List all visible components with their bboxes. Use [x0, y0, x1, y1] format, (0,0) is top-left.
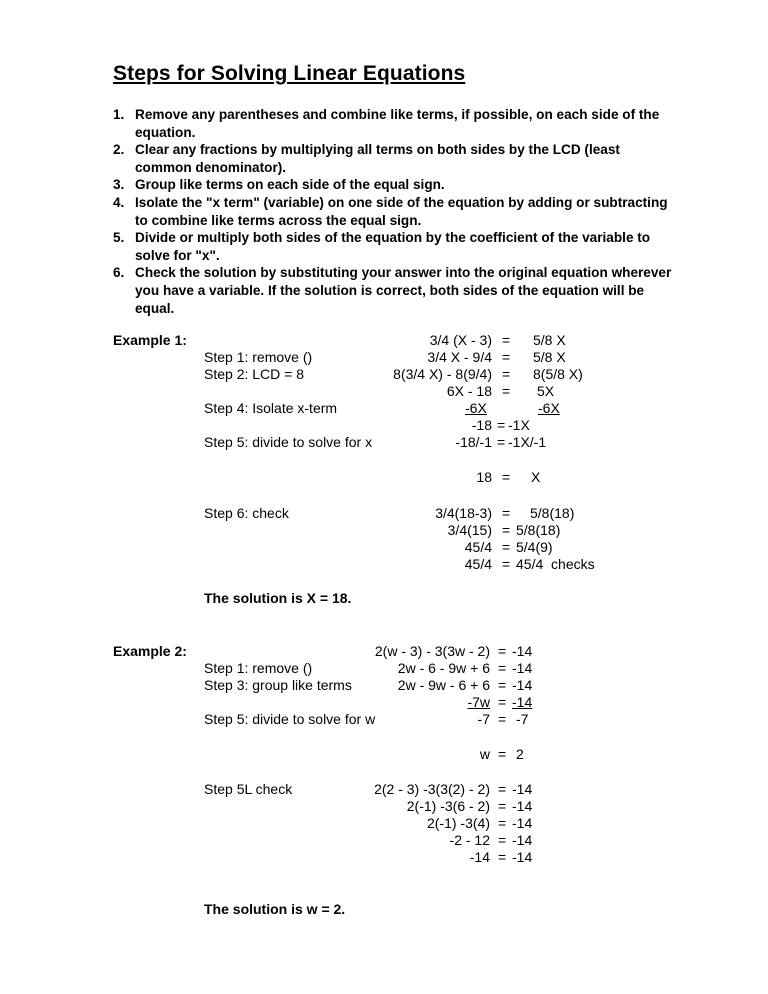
example-1-note: Step 1: remove (): [204, 349, 313, 365]
equals-sign: =: [498, 677, 507, 693]
step-item: [113, 194, 673, 229]
example-2-solution: The solution is w = 2.: [204, 901, 346, 917]
check-left: 3/4(18-3): [435, 505, 492, 521]
equation-right: -1X: [508, 417, 530, 433]
equation-right: -14: [512, 660, 533, 676]
equals-sign: =: [498, 832, 507, 848]
equation-left: -18: [471, 417, 492, 433]
equals-sign: =: [502, 539, 511, 555]
equals-sign: =: [498, 781, 507, 797]
check-right: -14: [512, 832, 533, 848]
step-text: Check the solution by substituting your answer into the original equation wherever you have a variable. If the solution is correct, both sides of the equation will be equal.: [135, 265, 672, 316]
equals-sign: =: [502, 366, 511, 382]
equation-right: 5/8 X: [533, 332, 566, 348]
example-2-note: Step 1: remove (): [204, 660, 313, 676]
steps-list: [113, 106, 673, 317]
step-item: [113, 229, 673, 264]
check-left: -14: [469, 849, 490, 865]
check-right: 45/4 checks: [516, 556, 595, 572]
equation-right: X: [531, 469, 541, 485]
check-right: 5/4(9): [516, 539, 553, 555]
step-item: [113, 106, 673, 141]
example-1-solution: The solution is X = 18.: [204, 590, 352, 606]
equation-left: 2(w - 3) - 3(3w - 2): [374, 643, 490, 659]
step-item: [113, 141, 673, 176]
step-number: 1.: [113, 107, 125, 122]
check-left: 45/4: [464, 556, 492, 572]
equation-left: 2w - 9w - 6 + 6: [397, 677, 490, 693]
check-right: 5/8(18): [516, 522, 561, 538]
equation-left: -18/-1: [455, 434, 492, 450]
example-1-note: Step 4: Isolate x-term: [204, 400, 338, 416]
equation-left: -7: [477, 711, 490, 727]
equals-sign: =: [498, 711, 507, 727]
check-left: 2(-1) -3(6 - 2): [406, 798, 490, 814]
example-1-note: Step 2: LCD = 8: [204, 366, 305, 382]
page-title: Steps for Solving Linear Equations: [113, 62, 466, 85]
equals-sign: =: [502, 522, 511, 538]
step-number: 6.: [113, 265, 125, 281]
equals-sign: =: [498, 660, 507, 676]
equals-sign: =: [502, 556, 511, 572]
step-text: Group like terms on each side of the equal sign.: [135, 177, 445, 193]
check-right: -14: [512, 849, 533, 865]
step-text: Divide or multiply both sides of the equation by the coefficient of the variable to solve for "x".: [135, 230, 651, 263]
check-left: 3/4(15): [447, 522, 492, 538]
equation-left: -7w: [467, 694, 490, 710]
step-number: 3.: [113, 177, 125, 193]
equation-right: -14: [512, 677, 533, 693]
equation-left: w: [479, 746, 490, 762]
equation-left: -6X: [465, 400, 487, 416]
step-item: [113, 264, 673, 317]
equals-sign: =: [498, 746, 507, 762]
equation-left: 3/4 (X - 3): [429, 332, 492, 348]
check-left: 2(-1) -3(4): [426, 815, 490, 831]
equation-right: -6X: [538, 400, 560, 416]
equation-right: -1X/-1: [508, 434, 547, 450]
equals-sign: =: [502, 383, 511, 399]
step-text: Isolate the "x term" (variable) on one side of the equation by adding or subtracting to combine like terms across the equal sign.: [135, 194, 668, 228]
equation-right: -7: [516, 711, 529, 727]
equals-sign: =: [497, 417, 506, 433]
equals-sign: =: [498, 849, 507, 865]
check-left: 45/4: [464, 539, 492, 555]
equation-right: 2: [516, 746, 524, 762]
equation-right: -14: [512, 643, 533, 659]
check-right: 5/8(18): [530, 505, 575, 521]
equals-sign: =: [498, 694, 507, 710]
equation-right: 5X: [537, 383, 555, 399]
example-1-note: Step 6: check: [204, 505, 289, 521]
equation-left: 18: [476, 469, 492, 485]
equals-sign: =: [498, 798, 507, 814]
equals-sign: =: [502, 505, 511, 521]
equals-sign: =: [498, 643, 507, 659]
equals-sign: =: [502, 349, 511, 365]
equals-sign: =: [497, 434, 506, 450]
equals-sign: =: [502, 332, 511, 348]
equation-right: 8(5/8 X): [533, 366, 583, 382]
example-2-label: Example 2:: [113, 643, 187, 659]
equation-left: 6X - 18: [446, 383, 492, 399]
equation-right: 5/8 X: [533, 349, 566, 365]
step-item: [113, 176, 673, 194]
check-left: 2(2 - 3) -3(3(2) - 2): [374, 781, 490, 797]
equals-sign: =: [498, 815, 507, 831]
step-number: 2.: [113, 142, 125, 158]
step-text: Clear any fractions by multiplying all terms on both sides by the LCD (least common denominator).: [135, 142, 620, 175]
step-text: Remove any parentheses and combine like terms, if possible, on each side of the equation.: [135, 107, 660, 140]
equation-right: -14: [512, 694, 533, 710]
example-1-note: Step 5: divide to solve for x: [204, 434, 373, 450]
equation-left: 3/4 X - 9/4: [427, 349, 492, 365]
check-right: -14: [512, 781, 533, 797]
equation-left: 8(3/4 X) - 8(9/4): [393, 366, 492, 382]
step-number: 4.: [113, 194, 125, 210]
example-2-note: Step 5L check: [204, 781, 293, 797]
check-right: -14: [512, 815, 533, 831]
check-right: -14: [512, 798, 533, 814]
example-2-note: Step 3: group like terms: [204, 677, 352, 693]
example-2-note: Step 5: divide to solve for w: [204, 711, 376, 727]
equation-left: 2w - 6 - 9w + 6: [397, 660, 490, 676]
equals-sign: =: [502, 469, 511, 485]
example-1-label: Example 1:: [113, 332, 187, 348]
step-number: 5.: [113, 230, 125, 246]
check-left: -2 - 12: [449, 832, 490, 848]
